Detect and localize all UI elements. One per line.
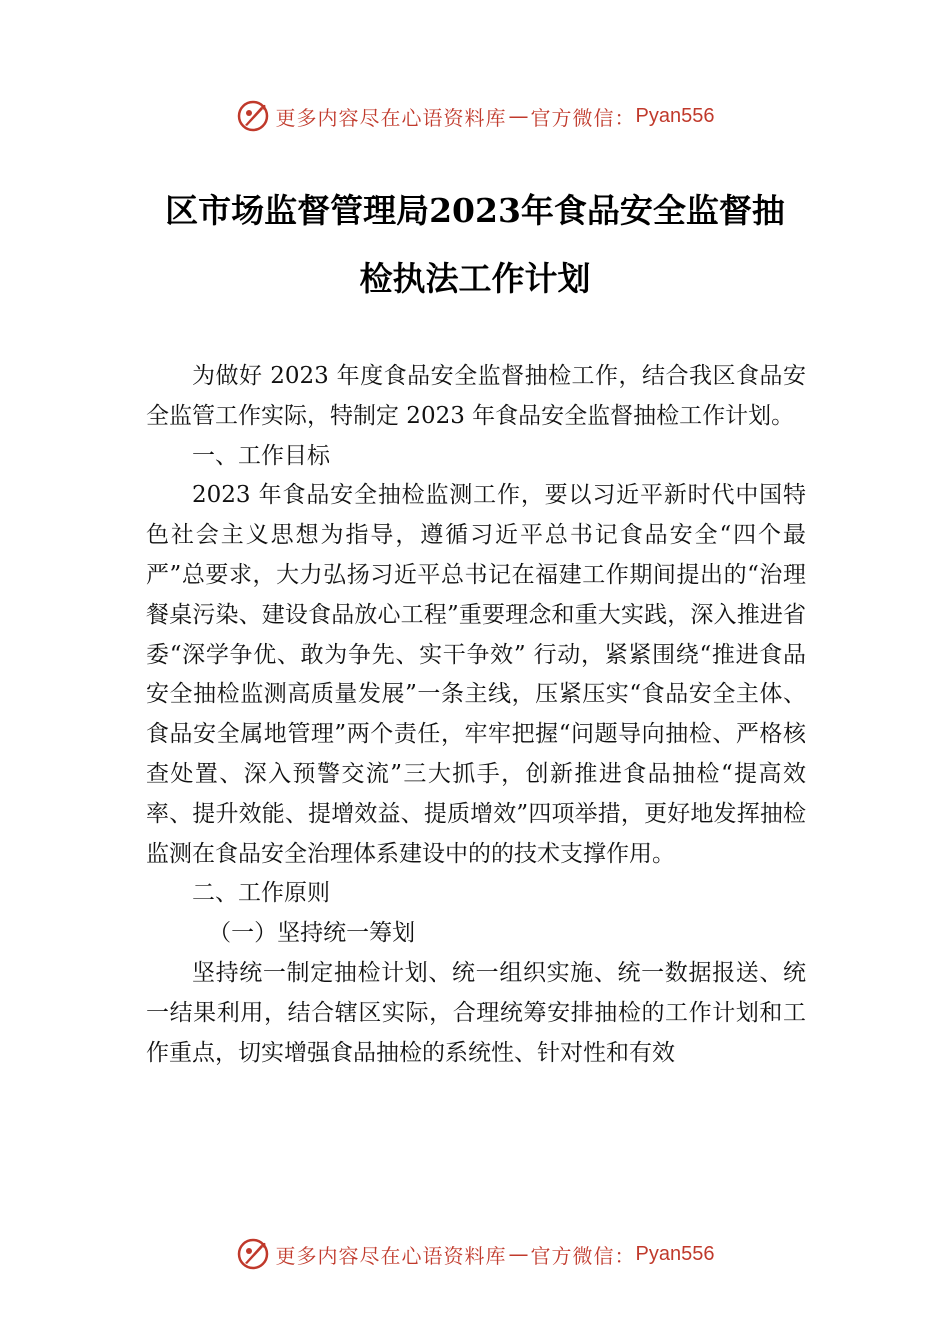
document-title-line2: 检执法工作计划 [359, 259, 591, 298]
watermark-header [0, 96, 950, 136]
paragraph-work-goals: 2023 年食品安全抽检监测工作，要以习近平新时代中国特色社会主义思想为指导，遵循习近平总书记食品安全“四个最严”总要求，大力弘扬习近平总书记在福建工作期间提出的“治理餐桌污染、建设食品放心工程”重要理念和重大实践，深入推进省委“深学争优、敢为争先、实干争效” 行动，紧紧围绕“推进食品安全抽检监测高质量发展”一条主线，压紧压实“食品安全主体、食品安全属地管理”两个责任，牢牢把握“问题导向抽检、严格核查处置、深入预警交流”三大抓手，创新推进食品抽检“提高效率、提升效能、提增效益、提质增效”四项举措，更好地发挥抽检监测在食品安全治理体系建设中的的技术支撑作用。 [146, 482, 806, 867]
subheading-unified-planning: （一）坚持统一筹划 [208, 920, 416, 947]
heading-work-principles: 二、工作原则 [192, 880, 330, 907]
watermark-separator: — [508, 1242, 529, 1266]
watermark-id: Pyan556 [635, 1242, 715, 1265]
watermark-contact: 官方微信： [530, 105, 636, 130]
paragraph-unified-planning: 坚持统一制定抽检计划、统一组织实施、统一数据报送、统一结果利用，结合辖区实际，合理统筹安排抽检的工作计划和工作重点，切实增强食品抽检的系统性、针对性和有效 [146, 959, 806, 1066]
watermark-text: 更多内容尽在心语资料库 [275, 1243, 507, 1268]
quill-logo-icon [236, 99, 270, 133]
watermark-separator: — [508, 104, 529, 128]
watermark-footer [0, 1234, 950, 1274]
document-title-line1: 区市场监督管理局2023年食品安全监督抽 [165, 191, 785, 230]
document-body [146, 357, 806, 1073]
watermark-id: Pyan556 [635, 104, 715, 127]
watermark-text: 更多内容尽在心语资料库 [275, 105, 507, 130]
watermark-contact: 官方微信： [530, 1243, 636, 1268]
quill-logo-icon [236, 1237, 270, 1271]
paragraph-intro: 为做好 2023 年度食品安全监督抽检工作，结合我区食品安全监管工作实际，特制定 2023 年食品安全监督抽检工作计划。 [146, 363, 806, 429]
heading-work-goals: 一、工作目标 [192, 442, 330, 469]
